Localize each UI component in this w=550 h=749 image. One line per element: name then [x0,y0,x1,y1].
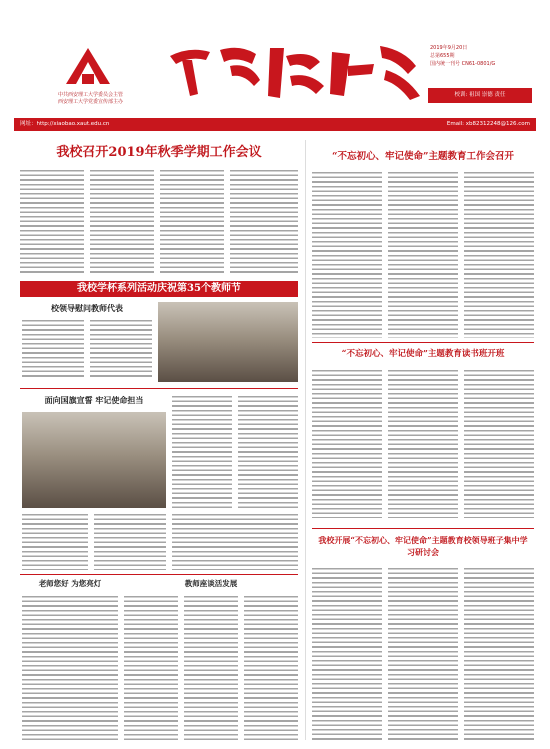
sub2-text-e [172,512,298,570]
divider-right-2 [312,528,534,529]
sub4-text-b [184,594,238,742]
right2-headline: “不忘初心、牢记使命”主题教育读书班开班 [341,349,505,359]
publisher-info [58,92,123,106]
sub1-text-a [22,318,84,380]
sub1-text-b [90,318,152,380]
main-article-col-4 [230,168,298,276]
right-article-col-1 [312,170,382,338]
right3-col-3 [464,566,534,742]
publisher-line-2: 西安理工大学党委宣传部主办 [58,99,124,105]
sub4-text-c [244,594,298,742]
sub4-text-a [124,594,178,742]
right-headline: “不忘初心、牢记使命”主题教育工作会召开 [332,151,514,162]
teachers-day-banner: 我校学杯系列活动庆祝第35个教师节 [20,281,298,297]
right-article-col-2 [388,170,458,338]
sub3-text [22,594,118,742]
issue-info [430,44,495,68]
school-logo [62,44,114,90]
main-article-col-2 [90,168,154,276]
motto-badge: 校训: 祖国 崇德 责任 [428,88,532,103]
subhead-lights: 老师您好 为您亮灯 [38,579,102,588]
sub2-text-a [172,394,232,508]
photo-flag-ceremony [22,412,166,508]
right-article-col-3 [464,170,534,338]
publisher-line-1: 中共西安理工大学委员会主管 [58,92,124,98]
website-link[interactable]: 网址：http://xiaobao.xaut.edu.cn [20,121,110,127]
divider-1 [20,388,298,389]
right3-headline: 我校开展“不忘初心、牢记使命”主题教育校领导班子集中学习研讨会 [318,535,528,557]
divider-2 [20,574,298,575]
issue-date: 2019年9月20日 [430,45,468,51]
right3-col-2 [388,566,458,742]
right2-col-2 [388,368,458,518]
center-divider [305,140,306,740]
newspaper-title-calligraphy [160,36,430,106]
masthead [0,0,550,120]
subhead-forum: 教师座谈活发展 [184,579,238,588]
divider-right-1 [312,342,534,343]
sub2-text-c [22,512,88,570]
issue-cn: 国内统一刊号 CN61-0801/G [430,61,496,67]
right2-col-1 [312,368,382,518]
right2-col-3 [464,368,534,518]
main-article-col-3 [160,168,224,276]
sub2-text-b [238,394,298,508]
main-article-col-1 [20,168,84,276]
right3-col-1 [312,566,382,742]
sub2-text-d [94,512,166,570]
issue-number: 总第655期 [430,53,455,59]
subhead-flag-oath: 面向国旗宣誓 牢记使命担当 [44,395,144,405]
web-bar [14,118,536,131]
subhead-leader-visit: 校领导慰问教师代表 [51,303,123,313]
main-headline: 我校召开2019年秋季学期工作会议 [56,145,262,160]
photo-teachers [158,302,298,382]
email-link[interactable]: Email: xb82312248@126.com [446,121,530,127]
